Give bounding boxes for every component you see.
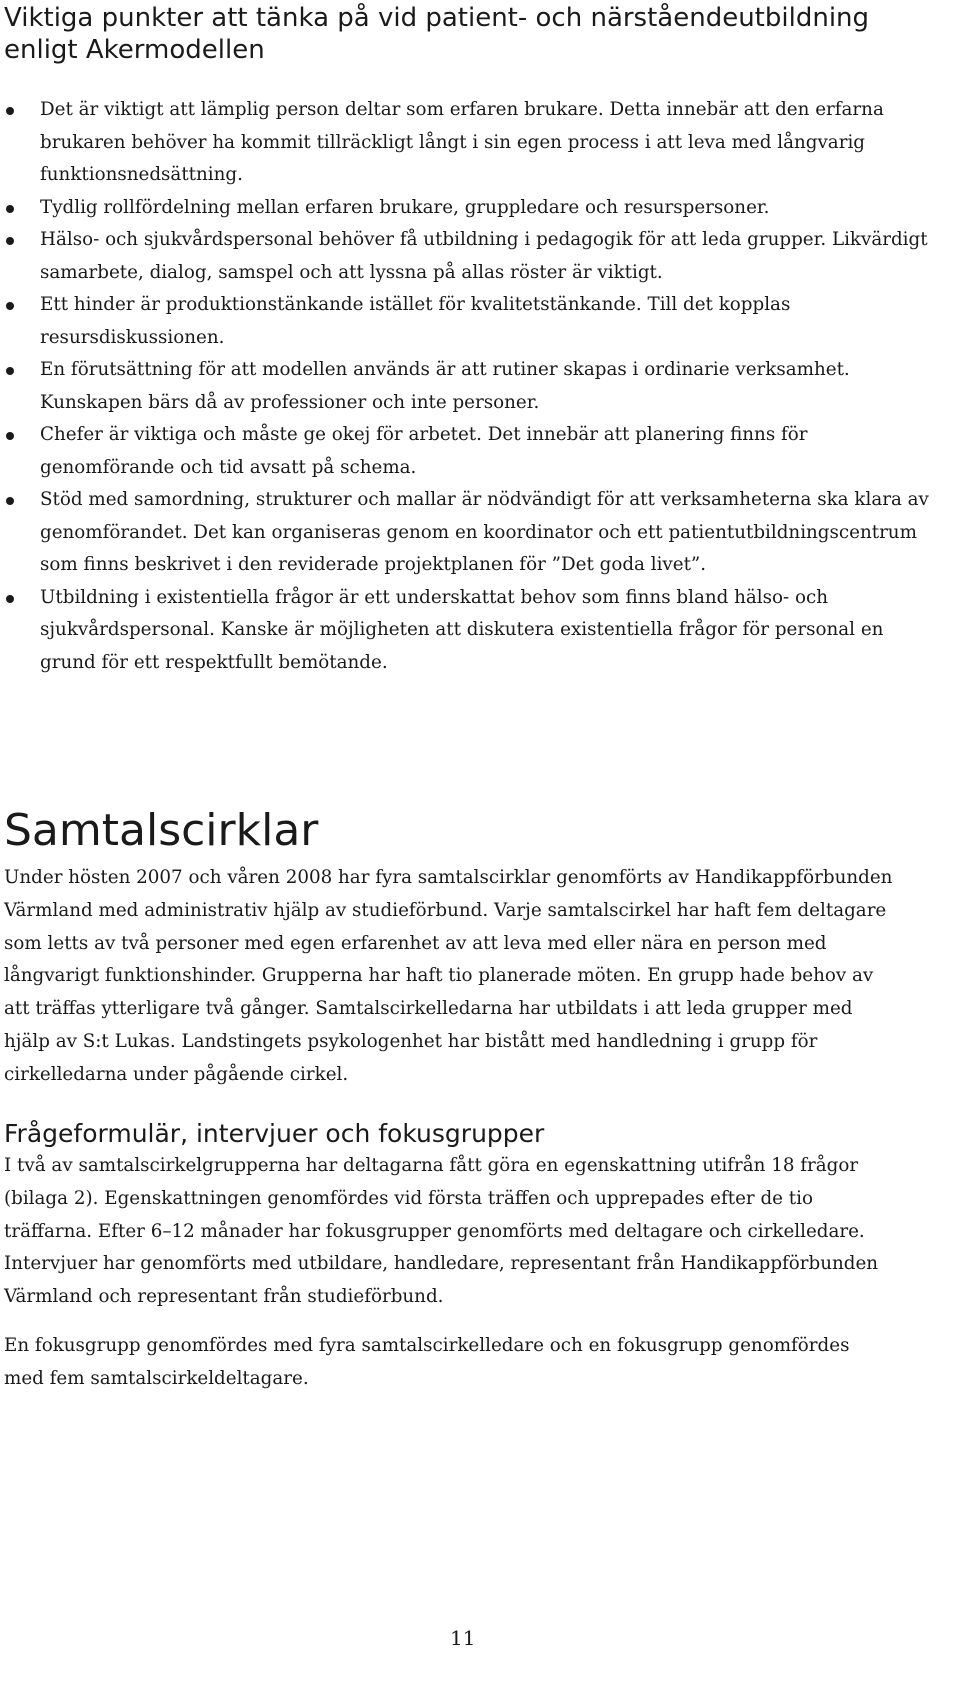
bullet-icon (6, 595, 14, 603)
questionnaires-paragraph: I två av samtalscirkelgrupperna har deltagarna fått göra en egenskattning utifrån 18 frågor (bilaga 2). Egenskattningen genomfördes vid första träffen och upprepades efter de tio träffarna. Efter 6–12 månader har fokusgrupper genomförts med deltagare och cirkelledare. Intervjuer har genomförts med utbildare, handledare, representant från Handikappförbunden Värmland och representant från studieförbund. (4, 1155, 879, 1308)
list-item-text: Utbildning i existentiella frågor är ett underskattat behov som finns bland hälso- och sjukvårdspersonal. Kanske är möjligheten att diskutera existentiella frågor för personal en grund för ett respektfullt bemötande. (40, 586, 884, 673)
bullet-icon (6, 302, 14, 310)
bullet-icon (6, 367, 14, 375)
list-item-text: Hälso- och sjukvårdspersonal behöver få utbildning i pedagogik för att leda grupper. Likvärdigt samarbete, dialog, samspel och att lyssna på allas röster är viktigt. (40, 229, 928, 283)
bullet-icon (6, 497, 14, 505)
list-item-text: Tydlig rollfördelning mellan erfaren brukare, gruppledare och resurspersoner. (40, 196, 770, 218)
list-item (0, 192, 940, 225)
bullet-icon (6, 432, 14, 440)
list-item (0, 94, 940, 192)
list-item-text: Ett hinder är produktionstänkande istället för kvalitetstänkande. Till det kopplas resursdiskussionen. (40, 294, 791, 348)
samtalscirklar-paragraph: Under hösten 2007 och våren 2008 har fyra samtalscirklar genomförts av Handikappförbunden Värmland med administrativ hjälp av studieförbund. Varje samtalscirkel har haft fem deltagare som letts av två personer med egen erfarenhet av att leva med eller nära en person med långvarigt funktionshinder. Grupperna har haft tio planerade möten. En grupp hade behov av att träffas ytterligare två gånger. Samtalscirkelledarna har utbildats i att leda grupper med hjälp av S:t Lukas. Landstingets psykologenhet har bistått med handledning i grupp för cirkelledarna under pågående cirkel. (4, 867, 893, 1085)
page-number: 11 (450, 1626, 476, 1650)
key-points-list (0, 94, 940, 679)
bullet-icon (6, 237, 14, 245)
section-heading-samtalscirklar: Samtalscirklar (4, 805, 319, 856)
list-item (0, 484, 940, 582)
bullet-icon (6, 205, 14, 213)
bullet-icon (6, 107, 14, 115)
list-item (0, 289, 940, 354)
list-item-text: Det är viktigt att lämplig person deltar som erfaren brukare. Detta innebär att den erfarna brukaren behöver ha kommit tillräckligt långt i sin egen process i att leva med långvarig funktionsnedsättning. (40, 99, 884, 185)
list-item (0, 224, 940, 289)
list-item (0, 582, 940, 680)
section-heading-questionnaires: Frågeformulär, intervjuer och fokusgrupper (4, 1119, 545, 1148)
list-item-text: Chefer är viktiga och måste ge okej för arbetet. Det innebär att planering finns för genomförande och tid avsatt på schema. (40, 424, 808, 478)
list-item (0, 354, 940, 419)
focus-group-paragraph: En fokusgrupp genomfördes med fyra samtalscirkelledare och en fokusgrupp genomfördes med fem samtalscirkeldeltagare. (4, 1335, 850, 1389)
list-item-text: Stöd med samordning, strukturer och mallar är nödvändigt för att verksamheterna ska klara av genomförandet. Det kan organiseras genom en koordinator och ett patientutbildningscentrum som finns beskrivet i den reviderade projektplanen för ”Det goda livet”. (40, 489, 929, 575)
list-item (0, 419, 940, 484)
list-item-text: En förutsättning för att modellen används är att rutiner skapas i ordinarie verksamhet. Kunskapen bärs då av professioner och inte personer. (40, 359, 850, 413)
section-heading-key-points: Viktiga punkter att tänka på vid patient- och närståendeutbildning enligt Akermodellen (4, 3, 870, 65)
